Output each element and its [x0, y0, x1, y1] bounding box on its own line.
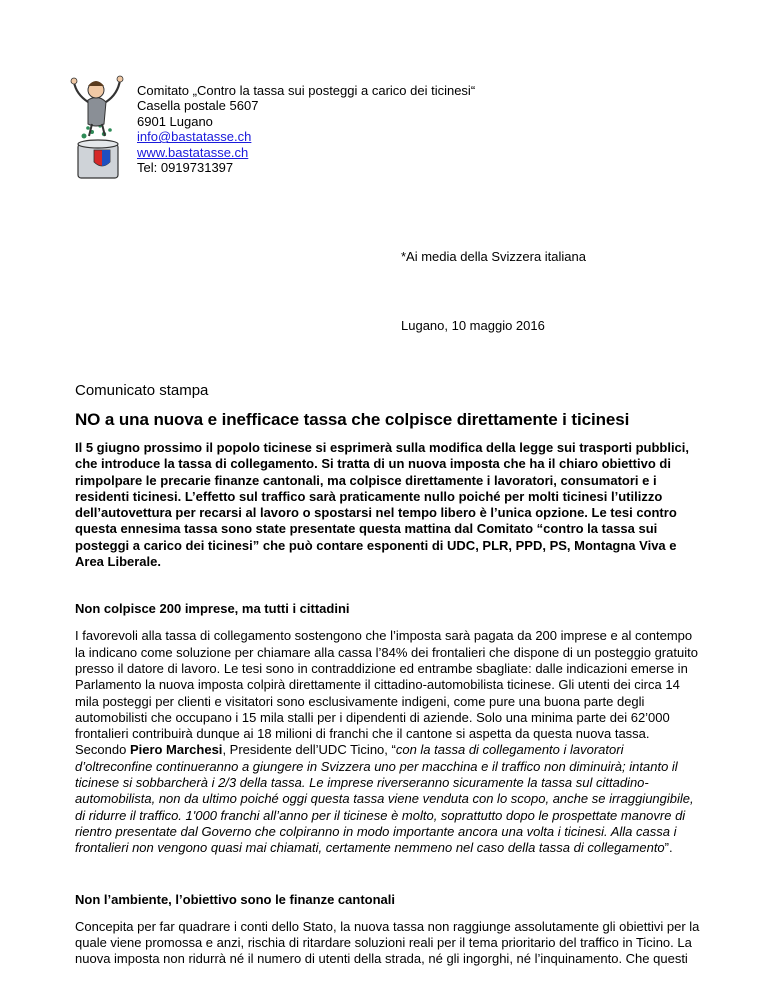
section1-heading: Non colpisce 200 imprese, ma tutti i cittadini	[75, 601, 350, 617]
sender-address-block	[137, 83, 475, 175]
po-box: Casella postale 5607	[137, 98, 259, 114]
email-link[interactable]: info@bastatasse.ch	[137, 129, 252, 145]
committee-logo-icon	[66, 70, 128, 182]
website-link[interactable]: www.bastatasse.ch	[137, 144, 249, 160]
section1-text-c: ”.	[664, 840, 673, 856]
recipient-line: *Ai media della Svizzera italiana	[401, 249, 586, 264]
speaker-name: Piero Marchesi	[129, 742, 223, 758]
date-line: Lugano, 10 maggio 2016	[401, 318, 545, 333]
section2-paragraph: Concepita per far quadrare i conti dello Stato, la nuova tassa non raggiunge assolutamente gli obiettivi per la quale viene promossa e anzi, rischia di ritardare soluzioni reali per il tema prioritario del traffico in Ticino. La nuova imposta non ridurrà né il numero di utenti della strada, né gli ingorghi, né l’inquinamento. Che questi	[75, 918, 700, 967]
postal-city: 6901 Lugano	[137, 113, 213, 129]
headline: NO a una nuova e inefficace tassa che colpisce direttamente i ticinesi	[75, 410, 630, 429]
section2-heading: Non l’ambiente, l’obiettivo sono le finanze cantonali	[75, 891, 395, 907]
speaker-quote: con la tassa di collegamento i lavoratori d’oltreconfine continueranno a giungere in Svizzera uno per macchina e il traffico non diminuirà; intanto il ticinese si sobbarcherà i 2/3 della tassa. Le imprese riverseranno sicuramente la tassa sul cittadino-automobilista, non da ultimo poiché oggi questa tassa viene venduta con lo scopo, anche se irraggiungibile, di ridurre il traffico. 1'000 franchi all’anno per il ticinese è molto, soprattutto dopo le prospettate manovre di rientro presentate dal Governo che colpiranno in modo importante ancora una volta i ticinesi. Alla cassa i frontalieri non vengono quasi mai chiamati, certamente nemmeno nel caso della tassa di collegamento	[75, 742, 694, 856]
document-body	[75, 382, 700, 967]
section1-text-b: , Presidente dell’UDC Ticino, “	[222, 742, 396, 758]
lead-paragraph: Il 5 giugno prossimo il popolo ticinese si esprimerà sulla modifica della legge sui trasporti pubblici, che introduce la tassa di collegamento. Si tratta di un nuova imposta che ha il chiaro obiettivo di rimpolpare le precarie finanze cantonali, ma colpisce direttamente i lavoratori, consumatori e i residenti ticinesi. L’effetto sul traffico sarà praticamente nullo poiché per molti ticinesi l’utilizzo dell’autovettura per recarsi al lavoro o spostarsi nel tempo libero è l’unica opzione. Le tesi contro questa ennesima tassa sono state presentate questa mattina dal Comitato “contro la tassa sui posteggi a carico dei ticinesi” che può contare esponenti di UDC, PLR, PPD, PS, Montagna Viva e Area Liberale.	[75, 440, 690, 570]
section1-text-a: I favorevoli alla tassa di collegamento sostengono che l’imposta sarà pagata da 200 imprese e al contempo la indicano come soluzione per chiamare alla cassa l’84% dei frontalieri che dispone di un posteggio gratuito presso il datore di lavoro. Le tesi sono in contraddizione ed entrambe sbagliate: dalle indicazioni emerse in Parlamento la nuova imposta colpirà direttamente il cittadino-automobilista ticinese. Gli utenti dei circa 14 mila posteggi per clienti e visitatori sono esclusivamente indigeni, come pure una buona parte degli automobilisti che occupano i 15 mila stalli per i dipendenti di aziende. Solo una minima parte dei 62’000 frontalieri contribuirà dunque ai 18 milioni di franchi che il cantone si aspetta da questa nuova tassa. Secondo	[75, 628, 698, 758]
press-release-label: Comunicato stampa	[75, 382, 209, 399]
phone-number: Tel: 0919731397	[137, 160, 234, 176]
committee-name: Comitato „Contro la tassa sui posteggi a carico dei ticinesi“	[137, 83, 476, 98]
section1-paragraph	[75, 628, 700, 856]
